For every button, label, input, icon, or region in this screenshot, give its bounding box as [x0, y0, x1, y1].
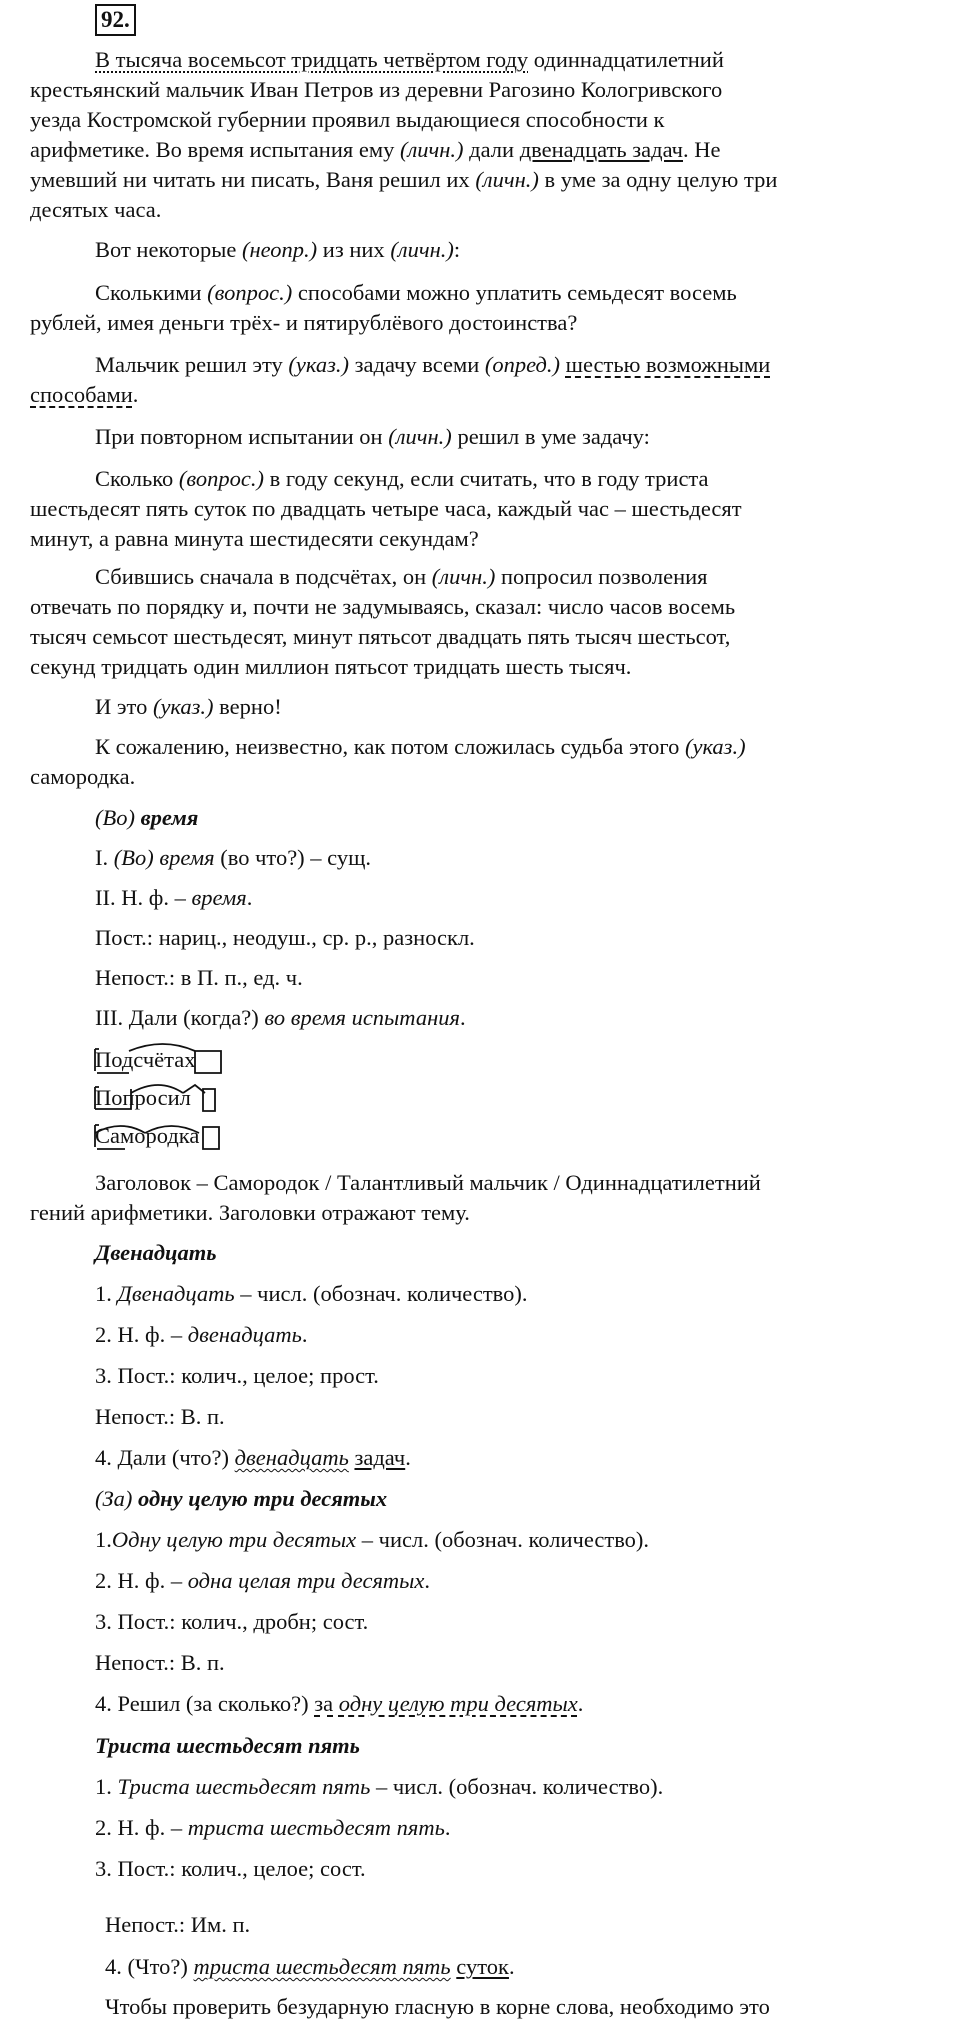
morpheme-diagram-samorodka	[95, 1121, 225, 1155]
morpheme-diagram-podschetah	[95, 1045, 225, 1079]
pronoun-tag: (вопрос.)	[207, 280, 293, 305]
pronoun-tag: (неопр.)	[241, 237, 318, 262]
section-header: (За) одну целую три десятых	[95, 1486, 388, 1511]
adverbial-underlined: шестью возможными	[565, 352, 771, 377]
text-line: И это (указ.) верно!	[95, 694, 282, 719]
morpheme-marks	[91, 1079, 221, 1119]
analysis-line: I. (Во) время (во что?) – сущ.	[95, 845, 372, 870]
text-line: шестьдесят пять суток по двадцать четыре часа, каждый час – шестьдесят	[30, 496, 742, 521]
analysis-line: Непост.: Им. п.	[105, 1912, 251, 1937]
section-header: (Во) время	[95, 805, 199, 830]
morpheme-marks	[91, 1041, 226, 1081]
section-header: Двенадцать	[95, 1240, 217, 1265]
text-line: гений арифметики. Заголовки отражают тему.	[30, 1200, 470, 1225]
pronoun-tag: (личн.)	[475, 167, 539, 192]
text-line: крестьянский мальчик Иван Петров из деревни Рагозино Кологривского	[30, 77, 723, 102]
text-line: секунд тридцать один миллион пятьсот тридцать шесть тысяч.	[30, 654, 632, 679]
analysis-line: 2. Н. ф. – одна целая три десятых.	[95, 1568, 430, 1593]
text-line: Вот некоторые (неопр.) из них (личн.):	[95, 237, 461, 262]
pronoun-tag: (личн.)	[390, 237, 454, 262]
text-line: минут, а равна минута шестидесяти секундам?	[30, 526, 479, 551]
morpheme-marks	[91, 1117, 226, 1157]
analysis-line: 4. (Что?) триста шестьдесят пять суток.	[105, 1954, 515, 1979]
analysis-line: 3. Пост.: колич., целое; сост.	[95, 1856, 366, 1881]
analysis-line: 1. Двенадцать – числ. (обознач. количество).	[95, 1281, 528, 1306]
text-line: умевший ни читать ни писать, Ваня решил их (личн.) в уме за одну целую три	[30, 167, 778, 192]
text-line: К сожалению, неизвестно, как потом сложилась судьба этого (указ.)	[95, 734, 746, 759]
pronoun-tag: (личн.)	[431, 564, 496, 589]
text-line: В тысяча восемьсот тридцать четвёртом году одиннадцатилетний	[95, 47, 724, 72]
analysis-line: 2. Н. ф. – двенадцать.	[95, 1322, 308, 1347]
text-line: Сколько (вопрос.) в году секунд, если считать, что в году триста	[95, 466, 709, 491]
text-line: тысяч семьсот шестьдесят, минут пятьсот двадцать пять тысяч шестьсот,	[30, 624, 731, 649]
analysis-line: II. Н. ф. – время.	[95, 885, 253, 910]
pronoun-tag: (вопрос.)	[178, 466, 264, 491]
pronoun-tag: (указ.)	[684, 734, 746, 759]
morpheme-word: Подсчётах	[95, 1047, 196, 1072]
analysis-line: Непост.: в П. п., ед. ч.	[95, 965, 303, 990]
morpheme-word: Попросил	[95, 1085, 191, 1110]
text-line: отвечать по порядку и, почти не задумываясь, сказал: число часов восемь	[30, 594, 736, 619]
analysis-line: Непост.: В. п.	[95, 1650, 225, 1675]
text-line: самородка.	[30, 764, 136, 789]
object-underlined: двенадцать задач	[519, 137, 683, 162]
analysis-line: 1.Одну целую три десятых – числ. (обознач. количество).	[95, 1527, 650, 1552]
pronoun-tag: (личн.)	[388, 424, 452, 449]
text-line: арифметике. Во время испытания ему (личн.) дали двенадцать задач. Не	[30, 137, 721, 162]
morpheme-word: Самородка	[95, 1123, 200, 1148]
adverbial-underlined: способами	[30, 382, 133, 407]
text-line: Сколькими (вопрос.) способами можно уплатить семьдесят восемь	[95, 280, 737, 305]
analysis-line: 4. Решил (за сколько?) за одну целую три десятых.	[95, 1691, 584, 1716]
analysis-line: 3. Пост.: колич., целое; прост.	[95, 1363, 379, 1388]
text-line: При повторном испытании он (личн.) решил в уме задачу:	[95, 424, 650, 449]
pronoun-tag: (указ.)	[152, 694, 214, 719]
analysis-line: 3. Пост.: колич., дробн; сост.	[95, 1609, 369, 1634]
analysis-line: III. Дали (когда?) во время испытания.	[95, 1005, 466, 1030]
morpheme-diagram-poprosil	[95, 1083, 220, 1117]
text-line: десятых часа.	[30, 197, 162, 222]
text-line: рублей, имея деньги трёх- и пятирублёвого достоинства?	[30, 310, 578, 335]
text-line: Заголовок – Самородок / Талантливый мальчик / Одиннадцатилетний	[95, 1170, 761, 1195]
subject-underlined: В тысяча восемьсот тридцать четвёртом году	[95, 47, 529, 72]
analysis-line: Пост.: нариц., неодуш., ср. р., разноскл.	[95, 925, 475, 950]
text-line: Мальчик решил эту (указ.) задачу всеми (опред.) шестью возможными	[95, 352, 771, 377]
pronoun-tag: (личн.)	[399, 137, 464, 162]
analysis-line: 2. Н. ф. – триста шестьдесят пять.	[95, 1815, 451, 1840]
analysis-line: 4. Дали (что?) двенадцать задач.	[95, 1445, 411, 1470]
task-number: 92.	[95, 4, 136, 36]
pronoun-tag: (опред.)	[484, 352, 561, 377]
section-header: Триста шестьдесят пять	[95, 1733, 360, 1758]
text-line: Чтобы проверить безударную гласную в корне слова, необходимо это	[105, 1994, 770, 2019]
text-line: уезда Костромской губернии проявил выдающиеся способности к	[30, 107, 665, 132]
analysis-line: 1. Триста шестьдесят пять – числ. (обознач. количество).	[95, 1774, 664, 1799]
pronoun-tag: (указ.)	[288, 352, 349, 377]
text-line: способами.	[30, 382, 139, 407]
analysis-line: Непост.: В. п.	[95, 1404, 225, 1429]
text-line: Сбившись сначала в подсчётах, он (личн.) попросил позволения	[95, 564, 708, 589]
